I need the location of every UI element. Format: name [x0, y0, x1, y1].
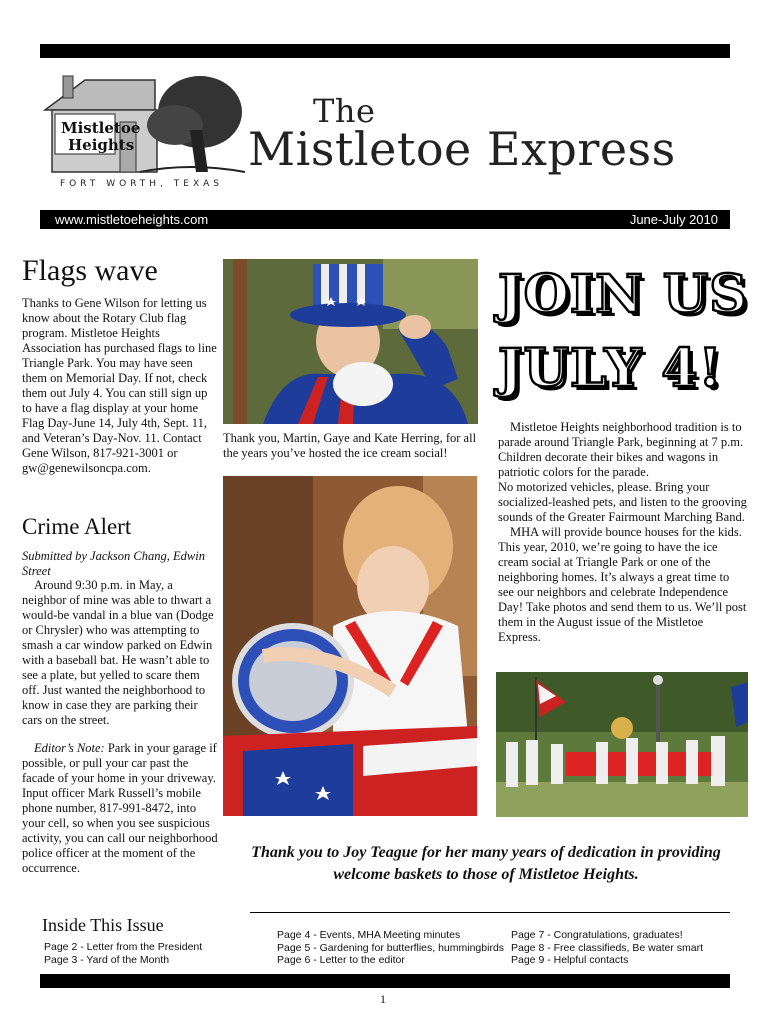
july4-article: [498, 420, 748, 645]
website-link[interactable]: www.mistletoeheights.com: [55, 212, 209, 227]
crime-submitted-by: Submitted by Jackson Chang, Edwin Street: [22, 549, 205, 578]
bottom-rule: [40, 974, 730, 988]
inside-issue-column-1: [44, 941, 202, 966]
inside-issue-item: Page 7 - Congratulations, graduates!: [511, 929, 683, 941]
inside-this-issue-title: Inside This Issue: [42, 915, 164, 935]
july4-para-2: No motorized vehicles, please. Bring your socialized-leashed pets, and listen to the grooving sounds of the Greater Fairmount Marching Band.: [498, 480, 747, 524]
page-number: 1: [380, 992, 386, 1006]
join-us-line2: JULY 4!: [498, 338, 723, 399]
inside-issue-item: Page 2 - Letter from the President: [44, 941, 203, 953]
july4-para-1: Mistletoe Heights neighborhood tradition is to parade around Triangle Park, beginning at 7 p.m. Children decorate their bikes and wagons in patriotic colors for the parade.: [498, 420, 744, 479]
inside-issue-item: Page 3 - Yard of the Month: [44, 953, 170, 966]
inside-issue-item: Page 9 - Helpful contacts: [511, 954, 629, 966]
join-us-headline: [498, 258, 753, 406]
masthead-the: The: [313, 92, 376, 130]
top-rule: [40, 44, 730, 58]
logo-city: FORT WORTH, TEXAS: [60, 179, 224, 189]
photo-marching-band: [496, 672, 748, 817]
inside-issue-item: Page 6 - Letter to the editor: [277, 954, 405, 966]
logo-text-line1: Mistletoe: [61, 119, 141, 137]
photo-girl-with-drum: [223, 476, 477, 816]
issue-date: June-July 2010: [629, 212, 718, 227]
logo-text-line2: Heights: [68, 136, 135, 154]
inside-issue-rule: [250, 912, 730, 913]
crime-body: Around 9:30 p.m. in May, a neighbor of mine was able to thwart a would-be vandal in a blue van (Dodge or Chrysler) who was attempting to smash a car window parked on Edwin with a baseball bat. He wasn’t able to see a plate, but yelled to scare them off. Just wanted the neighborhood to know in case they are parking their cars on the street.: [22, 578, 214, 727]
inside-issue-item: Page 4 - Events, MHA Meeting minutes: [277, 929, 461, 941]
inside-issue-item: Page 5 - Gardening for butterflies, hummingbirds: [277, 941, 505, 954]
inside-issue-column-2: [277, 929, 504, 967]
masthead-title: Mistletoe Express: [248, 122, 676, 176]
join-us-line1: JOIN US: [498, 264, 748, 325]
crime-heading: Crime Alert: [22, 514, 132, 539]
flags-body: Thanks to Gene Wilson for letting us know about the Rotary Club flag program. Mistletoe Heights Association has purchased flags to line Triangle Park. You may have seen them on Memorial Day. If not, check them out July 4. You can still sign up to have a flag display at your home Flag Day-June 14, July 4th, Sept. 11, and Veteran’s Day-Nov. 11. Contact Gene Wilson, 817-921-3001 or gw@genewilsoncpa.com.: [22, 296, 217, 475]
editors-note-body: Park in your garage if possible, or pull your car past the facade of your home in your driveway. Input officer Mark Russell’s mobile phone number, 817-991-8472, into your cell, so when you see suspicious activity, you can call our neighborhood police officer at the moment of the occurrence.: [22, 741, 218, 875]
info-bar: [40, 210, 730, 229]
mistletoe-heights-logo: [40, 70, 245, 190]
thank-you-joy-teague: Thank you to Joy Teague for her many years of dedication in providing welcome baskets to those of Mistletoe Heights.: [251, 844, 721, 883]
editors-note: [22, 741, 220, 876]
flags-heading: Flags wave: [22, 254, 158, 287]
photo-caption: Thank you, Martin, Gaye and Kate Herring, for all the years you’ve hosted the ice cream social!: [223, 431, 477, 460]
editors-note-label: Editor’s Note:: [34, 741, 105, 755]
inside-issue-column-3: [511, 929, 703, 967]
inside-issue-item: Page 8 - Free classifieds, Be water smart: [511, 941, 703, 954]
photo-ice-cream-social: [223, 259, 478, 424]
july4-para-3: MHA will provide bounce houses for the kids. This year, 2010, we’re going to have the ice cream social at Triangle Park or one of the neighboring homes. It’s always a great time to see our neighbors and celebrate Independence Day! Take photos and send them to us. We’ll post them in the August issue of the Mistletoe Express.: [498, 525, 747, 644]
